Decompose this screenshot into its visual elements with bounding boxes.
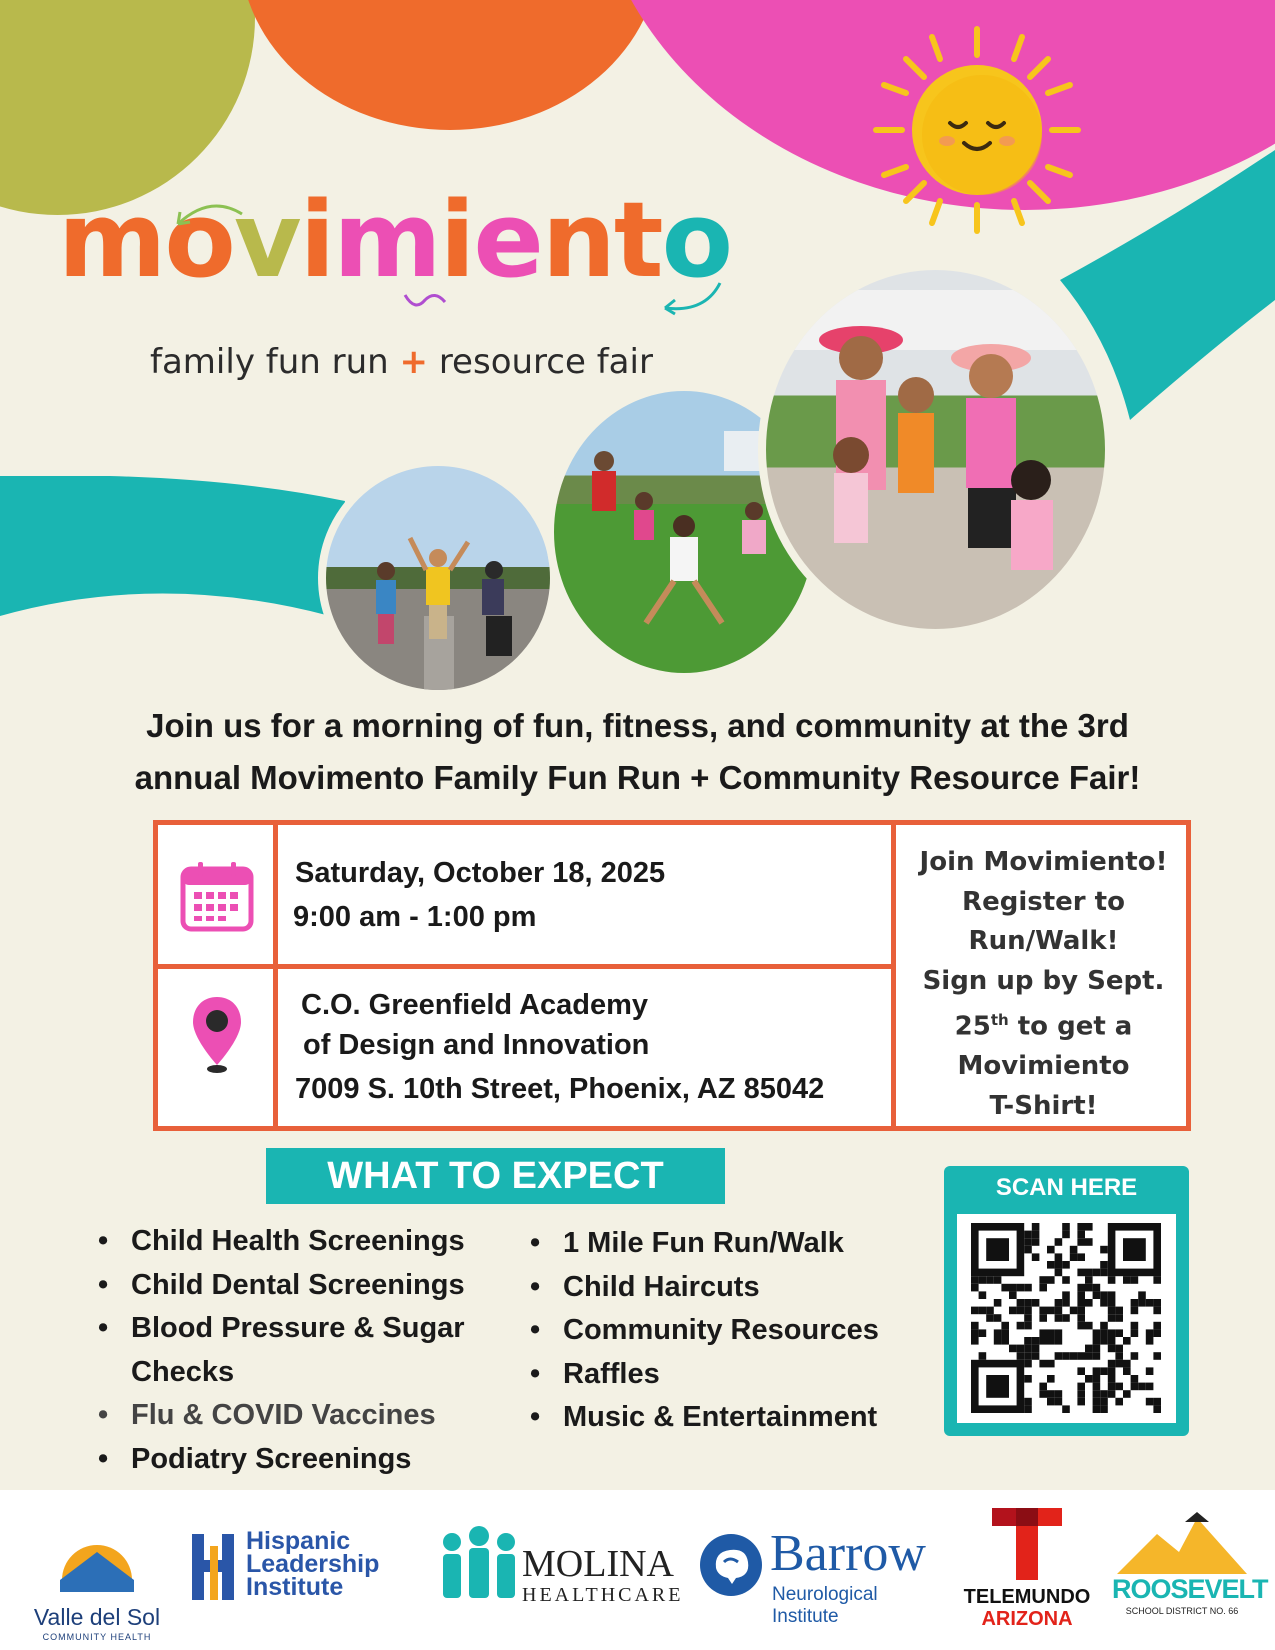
intro-line-1: Join us for a morning of fun, fitness, and community at the 3rd [146,707,1129,744]
reg-line-7: T-Shirt! [989,1090,1098,1121]
telemundo-line-1: TELEMUNDO [963,1586,1091,1608]
hli-line-1: Hispanic [246,1527,351,1555]
roosevelt-line-1: ROOSEVELT [1112,1574,1268,1604]
photo-family [758,262,1113,637]
map-pin-icon [190,995,244,1075]
wordmark-letter: e [473,179,542,301]
sponsor-footer [0,1490,1275,1650]
barrow-neurological-logo [698,1525,938,1627]
hli-line-2: Leadership [246,1550,380,1578]
wordmark-letter: t [613,179,662,301]
event-datetime [295,851,665,939]
venue-line-2: of Design and Innovation [303,1029,650,1061]
arrow-return-icon [655,278,725,318]
wordmark-letter: o [164,179,234,301]
event-location [295,985,824,1109]
list-item: • 1 Mile Fun Run/Walk [530,1222,930,1266]
wordmark-letter: m [58,179,165,301]
what-to-expect-heading: WHAT TO EXPECT [266,1148,725,1204]
movimiento-logo [58,179,732,301]
divider-vertical-left [273,825,278,1126]
arrow-swoosh-icon [170,194,250,234]
tagline-left: family fun run [150,342,389,382]
molina-healthcare-logo [438,1526,684,1616]
list-item: • Child Haircuts [530,1266,930,1310]
valle-name: Valle del Sol [33,1604,161,1630]
hli-mark-icon [190,1532,238,1602]
divider-horizontal [158,964,893,969]
smiling-sun-icon [872,25,1082,235]
qr-label: SCAN HERE [995,1174,1138,1201]
tagline-right: resource fair [438,342,653,382]
hli-line-3: Institute [246,1573,344,1601]
telemundo-line-2: ARIZONA [981,1608,1073,1630]
venue-address: 7009 S. 10th Street, Phoenix, AZ 85042 [295,1073,825,1105]
barrow-line-1: Barrow [770,1525,926,1582]
reg-date-suffix: th [990,1011,1009,1029]
event-info-box [153,820,1191,1131]
valle-del-sol-logo [22,1510,172,1650]
list-item: • Community Resources [530,1309,930,1353]
telemundo-t-icon [992,1508,1062,1580]
roosevelt-school-district-logo [1112,1512,1268,1632]
molina-people-icon [438,1526,520,1600]
roosevelt-mountain-icon [1117,1512,1247,1574]
movimiento-wordmark-colored [58,179,731,301]
reg-date-rest: to get a [1008,1011,1133,1042]
reg-line-6: Movimiento [957,1051,1130,1082]
list-item: • Child Health Screenings [98,1220,518,1264]
hispanic-leadership-institute-logo [190,1527,430,1612]
photo-walkers [318,458,558,698]
qr-code-icon [957,1214,1176,1423]
intro-line-2: annual Movimento Family Fun Run + Community Resource Fair! [134,759,1141,796]
wordmark-letter: i [299,179,334,301]
list-item: • Raffles [530,1353,930,1397]
registration-callout [896,825,1191,1126]
calendar-icon [180,861,254,933]
orange-circle-decoration [240,0,660,130]
wordmark-letter: i [439,179,474,301]
valle-sun-icon [22,1510,172,1600]
expect-list-right [530,1222,930,1440]
reg-date-num: 25 [954,1011,991,1042]
list-item: • Music & Entertainment [530,1396,930,1440]
wordmark-letter: o [661,179,732,301]
qr-code-panel[interactable] [944,1166,1189,1436]
wordmark-letter: v [233,179,300,301]
expect-list-left [98,1220,518,1481]
wordmark-letter: m [333,179,440,301]
reg-line-4: Sign up by Sept. [922,965,1165,996]
reg-line-3: Run/Walk! [968,926,1119,956]
list-item: • Flu & COVID Vaccines [98,1394,518,1438]
hli-text [246,1527,380,1601]
list-item: • Child Dental Screenings [98,1264,518,1308]
reg-line-1: Join Movimiento! [919,847,1168,877]
list-item: • Podiatry Screenings [98,1438,518,1482]
wordmark-letter: n [541,179,614,301]
teal-ribbon-left [0,476,345,626]
venue-line-1: C.O. Greenfield Academy [301,989,649,1021]
event-time: 9:00 am - 1:00 pm [293,901,537,933]
qr-code[interactable] [957,1214,1176,1423]
tagline-plus: + [399,342,429,382]
reg-line-2: Register to [962,886,1125,917]
intro-text [60,700,1215,804]
event-date: Saturday, October 18, 2025 [295,857,666,889]
barrow-brain-icon [698,1532,764,1598]
list-item: • Blood Pressure & Sugar Checks [98,1307,518,1394]
reg-line-5 [896,1001,1191,1047]
valle-sub: COMMUNITY HEALTH [42,1632,152,1642]
telemundo-arizona-logo [962,1508,1092,1638]
roosevelt-line-2: SCHOOL DISTRICT NO. 66 [1125,1606,1239,1616]
arrow-loop-icon [400,290,450,314]
molina-line-1: MOLINA [522,1543,674,1585]
tagline [150,342,653,382]
barrow-line-2: Neurological Institute [772,1584,878,1627]
molina-line-2: HEALTHCARE [522,1584,684,1606]
